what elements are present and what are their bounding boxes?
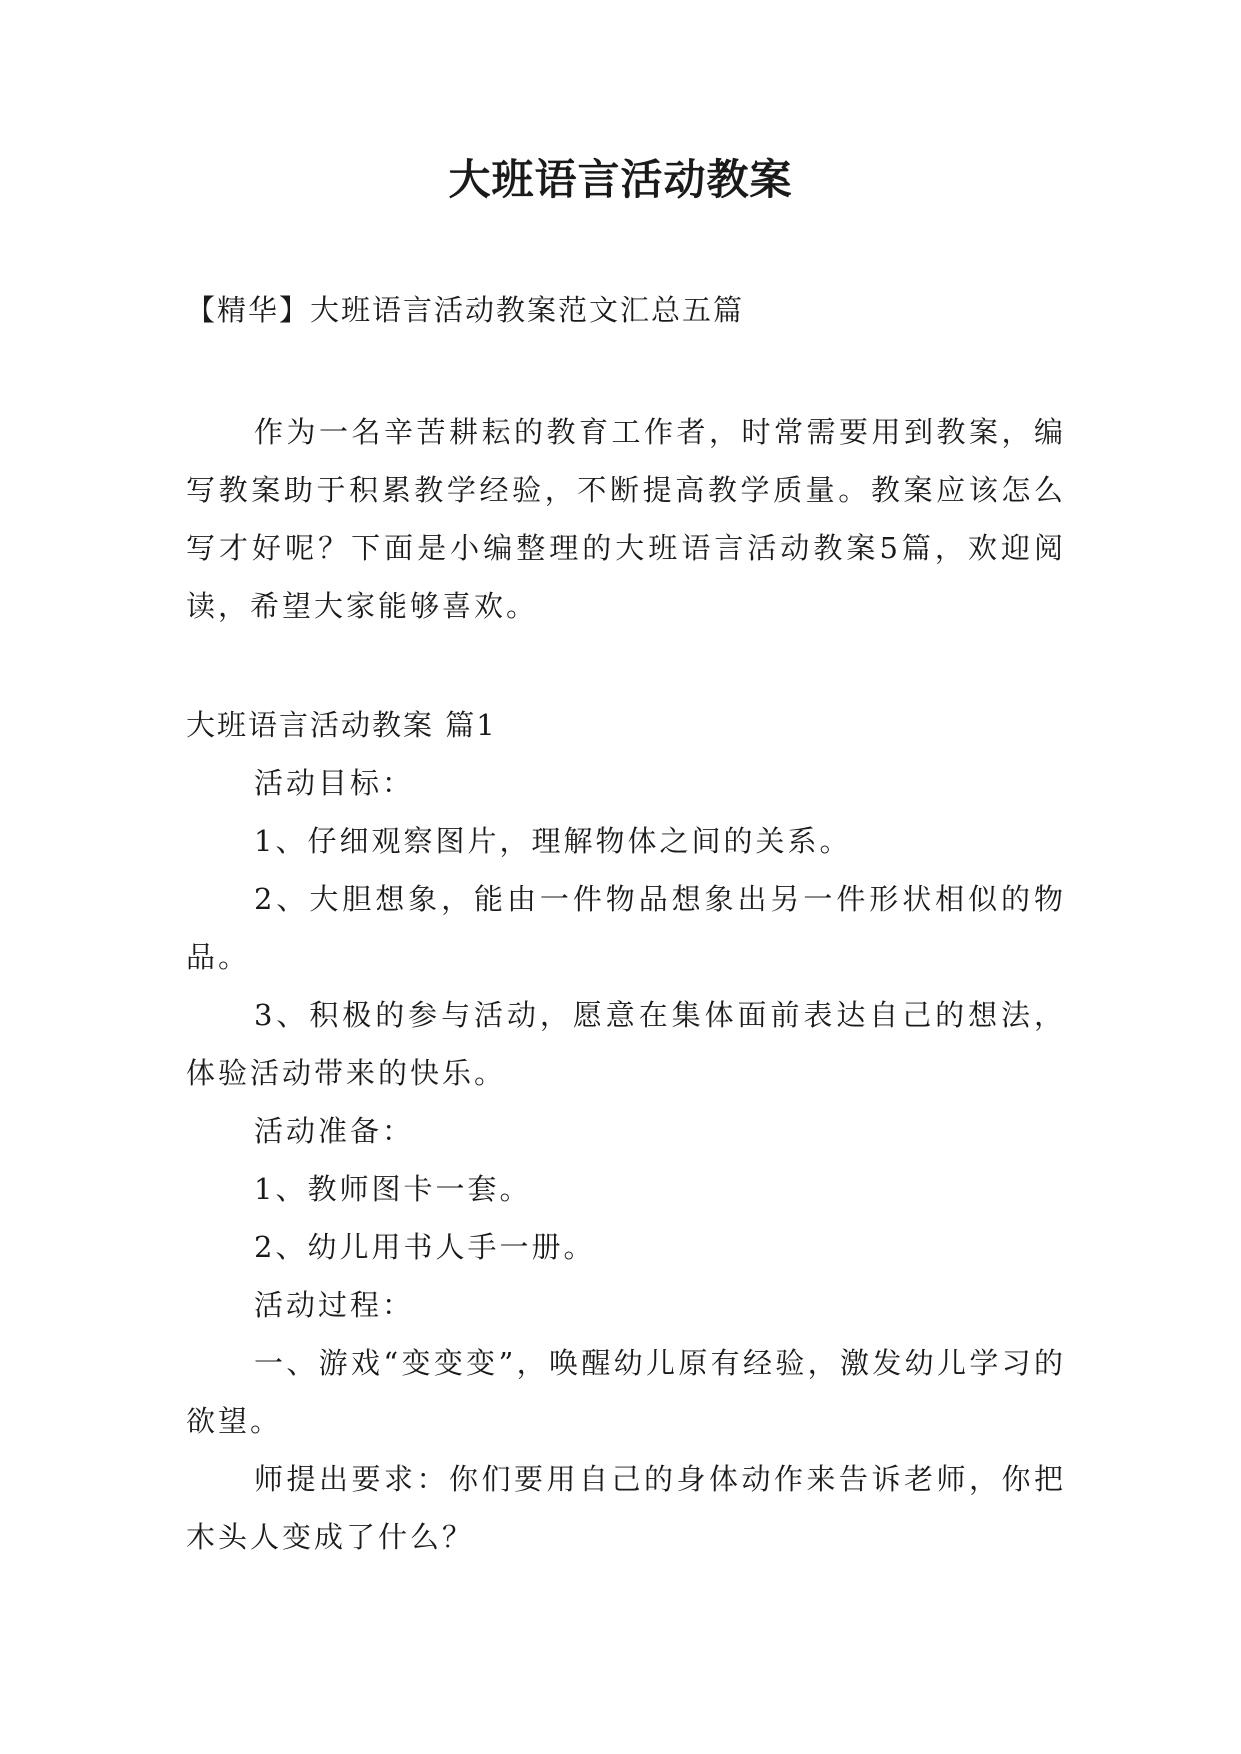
lesson-plan-section [186, 696, 1066, 1566]
document-subtitle: 【精华】大班语言活动教案范文汇总五篇 [186, 293, 745, 327]
paragraph-preparation-2: 2、幼儿用书人手一册。 [254, 1230, 596, 1264]
paragraph-goal-3: 3、积极的参与活动，愿意在集体面前表达自己的想法，体验活动带来的快乐。 [186, 998, 1066, 1090]
paragraph-activity-process: 活动过程： [254, 1288, 415, 1322]
document-title: 大班语言活动教案 [448, 155, 793, 204]
paragraph-preparation-1: 1、教师图卡一套。 [254, 1172, 532, 1206]
paragraph-process-step-1: 一、游戏“变变变”，唤醒幼儿原有经验，激发幼儿学习的欲望。 [186, 1346, 1066, 1438]
paragraph-goal-1: 1、仔细观察图片，理解物体之间的关系。 [254, 824, 852, 858]
section-heading: 大班语言活动教案 篇1 [186, 708, 497, 742]
intro-paragraph: 作为一名辛苦耕耘的教育工作者，时常需要用到教案，编写教案助于积累教学经验，不断提高教学质量。教案应该怎么写才好呢？下面是小编整理的大班语言活动教案5篇，欢迎阅读，希望大家能够喜欢。 [186, 415, 1066, 623]
paragraph-teacher-requirement: 师提出要求：你们要用自己的身体动作来告诉老师，你把木头人变成了什么？ [186, 1462, 1066, 1554]
paragraph-goal-2: 2、大胆想象，能由一件物品想象出另一件形状相似的物品。 [186, 882, 1066, 974]
paragraph-activity-goals: 活动目标： [254, 766, 415, 800]
paragraph-activity-preparation: 活动准备： [254, 1114, 415, 1148]
intro-section [186, 403, 1066, 635]
